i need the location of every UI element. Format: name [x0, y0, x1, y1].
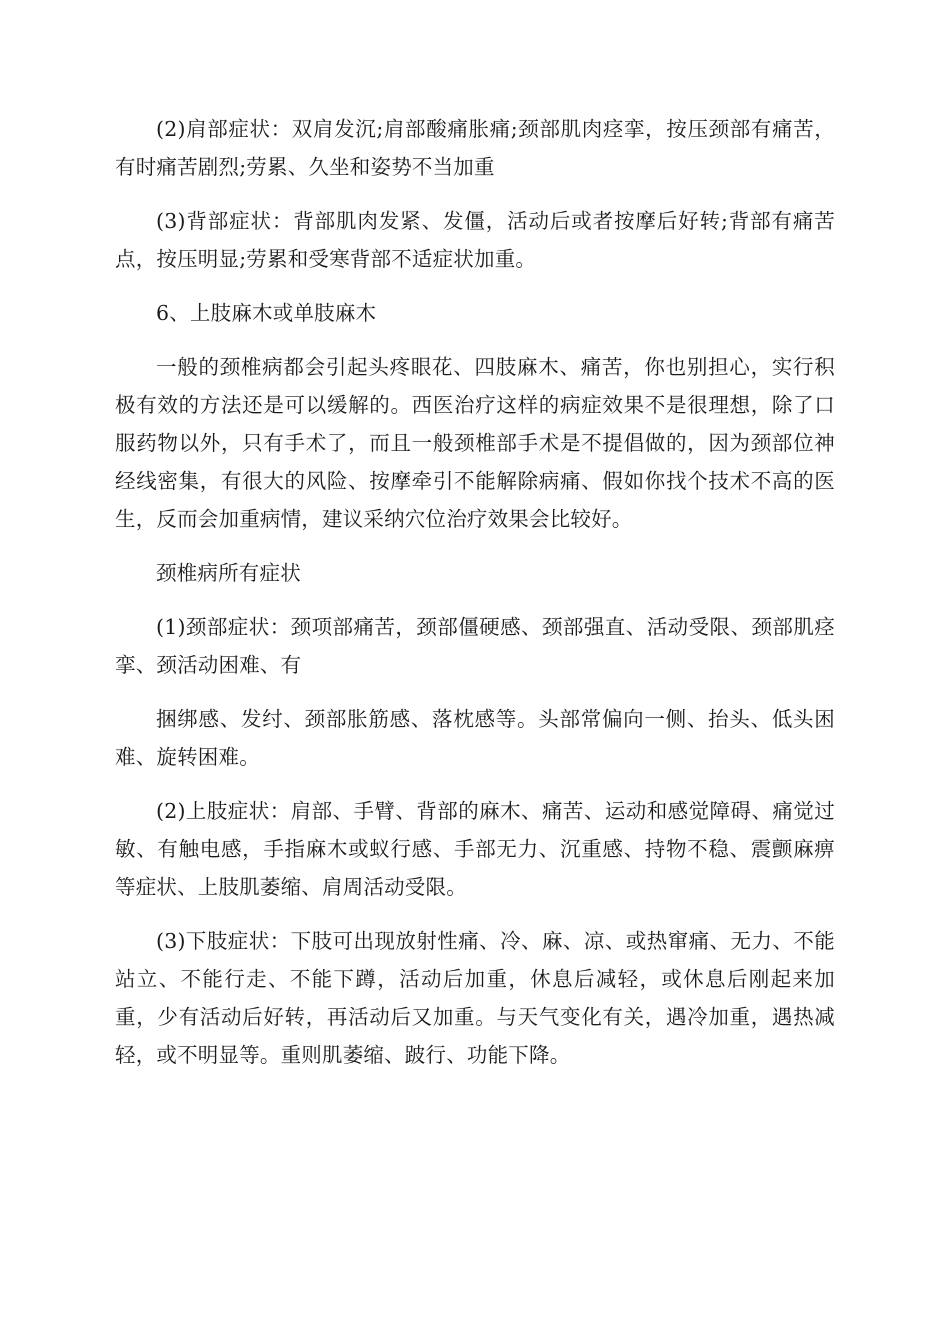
document-page — [115, 110, 835, 1074]
paragraph-shoulder-symptoms: (2)肩部症状：双肩发沉;肩部酸痛胀痛;颈部肌肉痉挛，按压颈部有痛苦，有时痛苦剧烈;劳累、久坐和姿势不当加重 — [115, 117, 835, 179]
paragraph-neck-symptoms-continued: 捆绑感、发纣、颈部胀筋感、落枕感等。头部常偏向一侧、抬头、低头困难、旋转困难。 — [115, 707, 835, 769]
paragraph-treatment-advice: 一般的颈椎病都会引起头疼眼花、四肢麻木、痛苦，你也别担心，实行积极有效的方法还是可以缓解的。西医治疗这样的病症效果不是很理想，除了口服药物以外，只有手术了，而且一般颈椎部手术是不提倡做的，因为颈部位神经线密集，有很大的风险、按摩牵引不能解除病痛、假如你找个技术不高的医生，反而会加重病情，建议采纳穴位治疗效果会比较好。 — [115, 355, 835, 531]
paragraph-lower-limb-symptoms: (3)下肢症状：下肢可出现放射性痛、冷、麻、凉、或热窜痛、无力、不能站立、不能行走、不能下蹲，活动后加重，休息后减轻，或休息后刚起来加重，少有活动后好转，再活动后又加重。与天气变化有关，遇冷加重，遇热减轻，或不明显等。重则肌萎缩、跛行、功能下降。 — [115, 929, 835, 1067]
paragraph-heading-all-symptoms: 颈椎病所有症状 — [156, 561, 301, 585]
paragraph-back-symptoms: (3)背部症状：背部肌肉发紧、发僵，活动后或者按摩后好转;背部有痛苦点，按压明显;劳累和受寒背部不适症状加重。 — [115, 209, 835, 271]
paragraph-neck-symptoms: (1)颈部症状：颈项部痛苦，颈部僵硬感、颈部强直、活动受限、颈部肌痉挛、颈活动困难、有 — [115, 615, 835, 677]
paragraph-heading-limb-numbness: 6、上肢麻木或单肢麻木 — [156, 301, 377, 325]
paragraph-upper-limb-symptoms: (2)上肢症状：肩部、手臂、背部的麻木、痛苦、运动和感觉障碍、痛觉过敏、有触电感，手指麻木或蚁行感、手部无力、沉重感、持物不稳、震颤麻痹等症状、上肢肌萎缩、肩周活动受限。 — [115, 799, 835, 899]
